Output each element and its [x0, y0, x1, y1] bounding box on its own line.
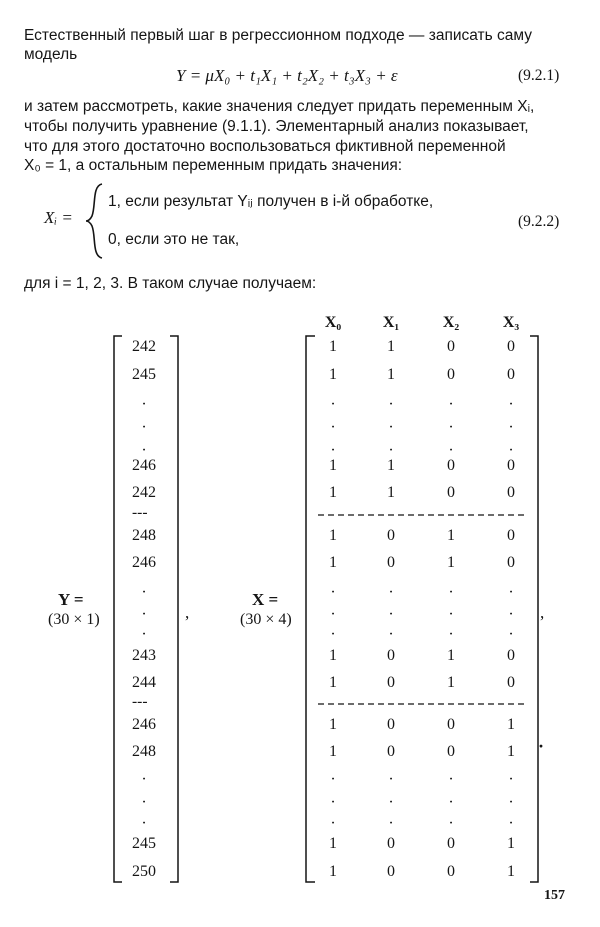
- x-cell: ·: [388, 815, 394, 832]
- x-cell: ·: [388, 794, 394, 811]
- x-cell: 1: [447, 527, 455, 544]
- x-cell: 0: [507, 674, 515, 691]
- equation-9-2-2-case-2: 0, если это не так,: [108, 231, 240, 248]
- x-cell: ·: [448, 794, 454, 811]
- x-cell: ·: [508, 794, 514, 811]
- equation-9-2-2-lhs: Xᵢ =: [44, 208, 73, 227]
- x-cell: ·: [448, 815, 454, 832]
- x-cell: 1: [387, 457, 395, 474]
- paragraph-3: для i = 1, 2, 3. В таком случае получаем:: [24, 275, 317, 292]
- y-entry: 248: [132, 527, 156, 544]
- x-cell: ·: [448, 626, 454, 643]
- x-cell: 1: [387, 338, 395, 355]
- x-cell: 0: [387, 743, 395, 760]
- x-cell: 0: [387, 863, 395, 880]
- x-header: X₃: [502, 314, 520, 331]
- paragraph-2-line-2: чтобы получить уравнение (9.1.1). Элементарный анализ показывает,: [24, 118, 529, 135]
- x-cell: 0: [507, 457, 515, 474]
- x-cell: 0: [507, 527, 515, 544]
- x-cell: ·: [330, 771, 336, 788]
- y-entry: 246: [132, 554, 156, 571]
- x-cell: ·: [508, 419, 514, 436]
- x-cell: 1: [329, 835, 337, 852]
- x-cell: 0: [447, 457, 455, 474]
- x-cell: ·: [508, 771, 514, 788]
- y-entry: ·: [141, 606, 147, 623]
- y-left-bracket: [114, 336, 122, 882]
- x-cell: ·: [388, 419, 394, 436]
- x-cell: ·: [388, 396, 394, 413]
- x-cell: ·: [330, 396, 336, 413]
- y-vector-dims: (30 × 1): [48, 611, 100, 628]
- x-cell: 0: [387, 554, 395, 571]
- y-entry: ·: [141, 419, 147, 436]
- x-cell: ·: [330, 442, 336, 459]
- y-entry: ·: [141, 442, 147, 459]
- x-cell: ·: [448, 419, 454, 436]
- x-cell: 1: [329, 674, 337, 691]
- x-cell: ·: [330, 419, 336, 436]
- y-entry: 246: [132, 457, 156, 474]
- y-entry: 244: [132, 674, 156, 691]
- y-entry: ·: [141, 396, 147, 413]
- y-entry: ·: [141, 626, 147, 643]
- y-entry: ·: [141, 584, 147, 601]
- x-cell: 1: [329, 554, 337, 571]
- y-trailing-comma: ,: [185, 603, 190, 622]
- y-separator-2: ---: [132, 693, 148, 710]
- equation-number-9-2-1: (9.2.1): [518, 67, 560, 84]
- x-cell: ·: [330, 584, 336, 601]
- y-vector-label: Y =: [58, 590, 84, 609]
- x-matrix-label: X =: [252, 590, 279, 609]
- y-entry: 242: [132, 338, 156, 355]
- x-cell: ·: [448, 396, 454, 413]
- x-cell: 1: [387, 484, 395, 501]
- x-cell: 1: [329, 484, 337, 501]
- x-cell: ·: [448, 771, 454, 788]
- x-cell: 1: [329, 366, 337, 383]
- equation-number-9-2-2: (9.2.2): [518, 213, 560, 230]
- x-cell: 0: [447, 338, 455, 355]
- y-entry: ·: [141, 794, 147, 811]
- x-cell: 0: [387, 835, 395, 852]
- x-cell: 1: [329, 527, 337, 544]
- x-cell: 1: [507, 743, 515, 760]
- x-cell: ·: [508, 396, 514, 413]
- y-entry: ·: [141, 771, 147, 788]
- y-entry: 242: [132, 484, 156, 501]
- x-cell: 0: [447, 835, 455, 852]
- x-cell: ·: [388, 584, 394, 601]
- x-cell: 0: [507, 338, 515, 355]
- x-cell: 0: [387, 527, 395, 544]
- paragraph-2-line-4: X₀ = 1, а остальным переменным придать значения:: [24, 157, 403, 174]
- x-cell: 0: [507, 554, 515, 571]
- paragraph-2-line-3: что для этого достаточно воспользоваться фиктивной переменной: [24, 138, 506, 155]
- x-cell: 1: [507, 835, 515, 852]
- paragraph-1-line-1: Естественный первый шаг в регрессионном подходе — записать саму: [24, 27, 532, 44]
- x-cell: 0: [447, 743, 455, 760]
- x-cell: 1: [507, 863, 515, 880]
- x-cell: ·: [448, 584, 454, 601]
- y-entry: 245: [132, 366, 156, 383]
- x-cell: 1: [329, 338, 337, 355]
- equation-9-2-2-case-1: 1, если результат Yᵢⱼ получен в i-й обработке,: [108, 193, 434, 210]
- x-cell: ·: [508, 626, 514, 643]
- x-cell: 1: [447, 554, 455, 571]
- y-separator-1: ---: [132, 504, 148, 521]
- x-cell: ·: [448, 442, 454, 459]
- x-cell: ·: [508, 584, 514, 601]
- x-cell: 0: [507, 647, 515, 664]
- x-cell: 1: [329, 863, 337, 880]
- x-cell: ·: [330, 815, 336, 832]
- x-cell: 1: [447, 674, 455, 691]
- x-matrix-dims: (30 × 4): [240, 611, 292, 628]
- x-cell: 0: [507, 484, 515, 501]
- x-cell: ·: [508, 442, 514, 459]
- paragraph-1-line-2: модель: [24, 46, 78, 63]
- y-entry: 248: [132, 743, 156, 760]
- x-trailing-comma: ,: [540, 603, 545, 622]
- x-cell: 1: [329, 457, 337, 474]
- x-header: X₀: [324, 314, 342, 331]
- x-cell: ·: [388, 626, 394, 643]
- paragraph-2-line-1: и затем рассмотреть, какие значения следует придать переменным Xᵢ,: [24, 98, 535, 115]
- x-cell: ·: [388, 606, 394, 623]
- x-cell: ·: [508, 815, 514, 832]
- y-entry: 246: [132, 716, 156, 733]
- y-entry: 243: [132, 647, 156, 664]
- x-left-bracket: [306, 336, 315, 882]
- x-cell: 1: [329, 647, 337, 664]
- page-number: 157: [544, 888, 565, 903]
- x-cell: 0: [447, 863, 455, 880]
- x-cell: 0: [447, 484, 455, 501]
- x-cell: 0: [507, 366, 515, 383]
- x-right-bracket: [530, 336, 538, 882]
- x-header: X₁: [382, 314, 400, 331]
- equation-9-2-1: Y = μX₀ + t₁X₁ + t₂X₂ + t₃X₃ + ε: [176, 66, 398, 85]
- x-cell: ·: [508, 606, 514, 623]
- x-cell: 1: [329, 743, 337, 760]
- y-entry: 250: [132, 863, 156, 880]
- x-header: X₂: [442, 314, 460, 331]
- x-cell: ·: [330, 794, 336, 811]
- x-cell: 0: [387, 674, 395, 691]
- x-cell: 0: [447, 366, 455, 383]
- x-cell: ·: [330, 606, 336, 623]
- x-cell: ·: [388, 771, 394, 788]
- x-cell: ·: [448, 606, 454, 623]
- x-cell: 1: [507, 716, 515, 733]
- y-entry: ·: [141, 815, 147, 832]
- x-cell: 0: [387, 647, 395, 664]
- x-cell: ·: [330, 626, 336, 643]
- x-cell: ·: [388, 442, 394, 459]
- x-cell: 0: [447, 716, 455, 733]
- x-cell: 1: [329, 716, 337, 733]
- stray-dot: ·: [538, 736, 545, 756]
- y-entry: 245: [132, 835, 156, 852]
- y-right-bracket: [170, 336, 178, 882]
- x-cell: 1: [387, 366, 395, 383]
- x-cell: 1: [447, 647, 455, 664]
- x-cell: 0: [387, 716, 395, 733]
